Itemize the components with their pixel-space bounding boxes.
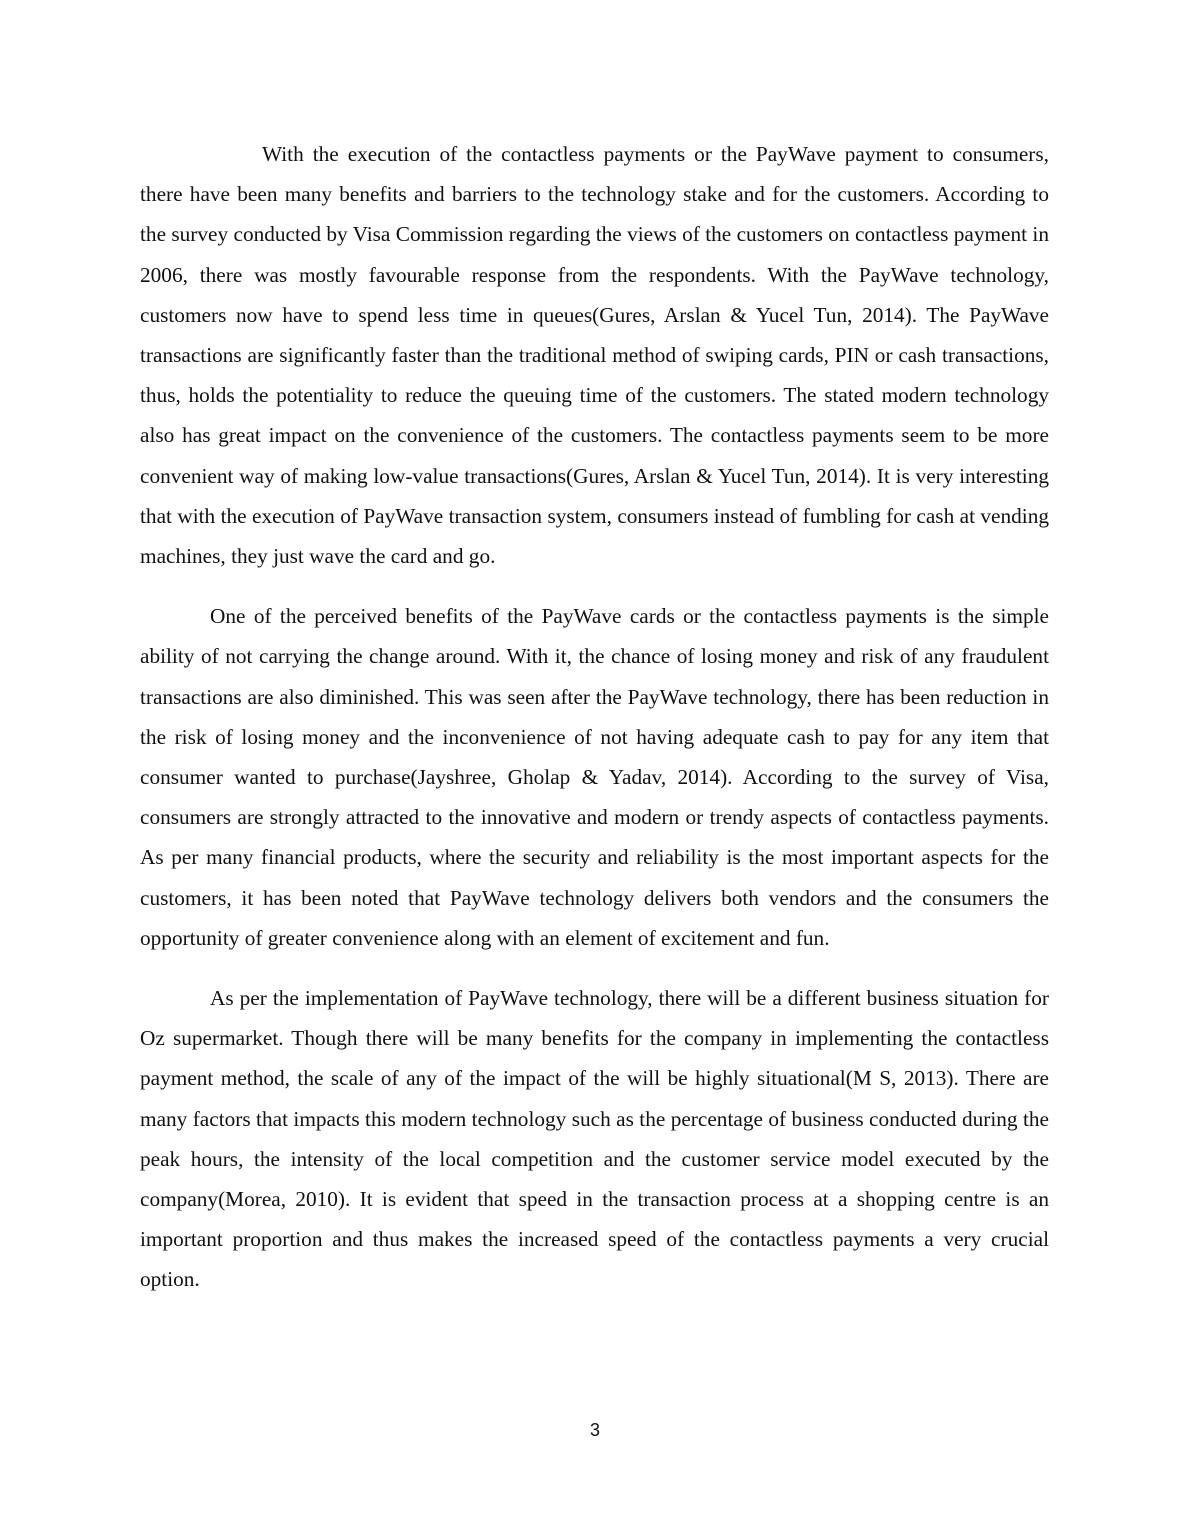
paragraph-2: One of the perceived benefits of the PayWave cards or the contactless payments is the simple ability of not carrying the change around. With it, the chance of losing money and risk of any fraudulent transactions are also diminished. This was seen after the PayWave technology, there has been reduction in the risk of losing money and the inconvenience of not having adequate cash to pay for any item that consumer wanted to purchase(Jayshree, Gholap & Yadav, 2014). According to the survey of Visa, consumers are strongly attracted to the innovative and modern or trendy aspects of contactless payments. As per many financial products, where the security and reliability is the most important aspects for the customers, it has been noted that PayWave technology delivers both vendors and the consumers the opportunity of greater convenience along with an element of excitement and fun.	[140, 604, 1049, 950]
paragraph-3: As per the implementation of PayWave technology, there will be a different business situation for Oz supermarket. Though there will be many benefits for the company in implementing the contactless payment method, the scale of any of the impact of the will be highly situational(M S, 2013). There are many factors that impacts this modern technology such as the percentage of business conducted during the peak hours, the intensity of the local competition and the customer service model executed by the company(Morea, 2010). It is evident that speed in the transaction process at a shopping centre is an important proportion and thus makes the increased speed of the contactless payments a very crucial option.	[140, 986, 1049, 1292]
body-text	[140, 134, 1049, 1320]
page-number: 3	[589, 1420, 600, 1440]
paragraph-1: With the execution of the contactless payments or the PayWave payment to consumers, there have been many benefits and barriers to the technology stake and for the customers. According to the survey conducted by Visa Commission regarding the views of the customers on contactless payment in 2006, there was mostly favourable response from the respondents. With the PayWave technology, customers now have to spend less time in queues(Gures, Arslan & Yucel Tun, 2014). The PayWave transactions are significantly faster than the traditional method of swiping cards, PIN or cash transactions, thus, holds the potentiality to reduce the queuing time of the customers. The stated modern technology also has great impact on the convenience of the customers. The contactless payments seem to be more convenient way of making low-value transactions(Gures, Arslan & Yucel Tun, 2014). It is very interesting that with the execution of PayWave transaction system, consumers instead of fumbling for cash at vending machines, they just wave the card and go.	[140, 142, 1049, 569]
